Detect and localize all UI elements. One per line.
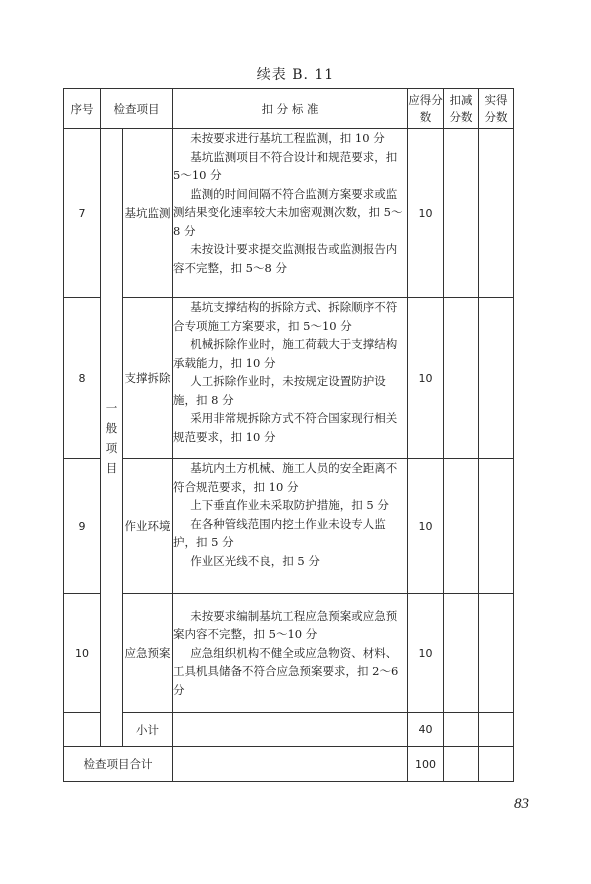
deduct-score <box>444 298 479 459</box>
item-name: 基坑监测 <box>123 129 173 298</box>
should-score: 10 <box>408 298 444 459</box>
header-item: 检查项目 <box>101 89 173 129</box>
actual-score <box>479 298 514 459</box>
total-label: 检查项目合计 <box>64 747 173 782</box>
row-no: 7 <box>64 129 101 298</box>
item-name: 作业环境 <box>123 459 173 594</box>
table-row <box>64 459 514 594</box>
header-row <box>64 89 514 129</box>
subtotal-no-cell <box>64 713 101 747</box>
row-no: 8 <box>64 298 101 459</box>
subtotal-criteria-cell <box>173 713 408 747</box>
row-no: 10 <box>64 594 101 713</box>
criteria-line: 应急组织机构不健全或应急物资、材料、工具机具储备不符合应急预案要求，扣 2～6 分 <box>173 645 399 697</box>
criteria-line: 未按设计要求提交监测报告或监测报告内容不完整，扣 5～8 分 <box>173 242 398 275</box>
deduct-score <box>444 129 479 298</box>
header-actual-score: 实得分数 <box>479 89 514 129</box>
page-number: 83 <box>514 796 529 812</box>
header-criteria: 扣 分 标 准 <box>173 89 408 129</box>
actual-score <box>479 747 514 782</box>
criteria-line: 采用非常规拆除方式不符合国家现行相关规范要求，扣 10 分 <box>173 411 398 444</box>
criteria-cell <box>173 459 408 594</box>
criteria-line: 机械拆除作业时，施工荷载大于支撑结构承载能力，扣 10 分 <box>173 337 398 370</box>
criteria-line: 未按要求进行基坑工程监测，扣 10 分 <box>190 131 385 145</box>
criteria-line: 未按要求编制基坑工程应急预案或应急预案内容不完整，扣 5～10 分 <box>173 608 398 642</box>
category-label: 一般项目 <box>105 400 118 475</box>
criteria-line: 作业区光线不良，扣 5 分 <box>190 553 320 568</box>
criteria-cell <box>173 594 408 713</box>
actual-score <box>479 459 514 594</box>
deduct-score <box>444 594 479 713</box>
actual-score <box>479 713 514 747</box>
table-row <box>64 594 514 713</box>
table-row <box>64 129 514 298</box>
table-caption: 续表 B. 11 <box>256 67 335 83</box>
criteria-line: 基坑支撑结构的拆除方式、拆除顺序不符合专项施工方案要求，扣 5～10 分 <box>173 300 398 333</box>
total-score: 100 <box>408 747 444 782</box>
criteria-line: 人工拆除作业时，未按规定设置防护设施，扣 8 分 <box>173 374 386 407</box>
header-no: 序号 <box>64 89 101 129</box>
criteria-cell <box>173 298 408 459</box>
table-row <box>64 298 514 459</box>
subtotal-score: 40 <box>408 713 444 747</box>
deduct-score <box>444 747 479 782</box>
item-name: 支撑拆除 <box>123 298 173 459</box>
criteria-cell <box>173 129 408 298</box>
header-should-score: 应得分数 <box>408 89 444 129</box>
deduct-score <box>444 713 479 747</box>
actual-score <box>479 594 514 713</box>
deduct-score <box>444 459 479 594</box>
total-criteria-cell <box>173 747 408 782</box>
category-cell <box>101 129 123 747</box>
should-score: 10 <box>408 459 444 594</box>
criteria-line: 上下垂直作业未采取防护措施，扣 5 分 <box>190 498 389 512</box>
subtotal-row <box>64 713 514 747</box>
criteria-line: 在各种管线范围内挖土作业未设专人监护，扣 5 分 <box>173 516 386 549</box>
header-deduct-score: 扣减分数 <box>444 89 479 129</box>
inspection-table <box>63 88 514 782</box>
criteria-line: 基坑监测项目不符合设计和规范要求，扣 5～10 分 <box>173 149 398 182</box>
total-row <box>64 747 514 782</box>
should-score: 10 <box>408 594 444 713</box>
item-name: 应急预案 <box>123 594 173 713</box>
criteria-line: 基坑内土方机械、施工人员的安全距离不符合规范要求，扣 10 分 <box>173 461 398 494</box>
criteria-line: 监测的时间间隔不符合监测方案要求或监测结果变化速率较大未加密观测次数，扣 5～8 分 <box>173 186 403 238</box>
subtotal-label: 小计 <box>123 713 173 747</box>
should-score: 10 <box>408 129 444 298</box>
row-no: 9 <box>64 459 101 594</box>
actual-score <box>479 129 514 298</box>
